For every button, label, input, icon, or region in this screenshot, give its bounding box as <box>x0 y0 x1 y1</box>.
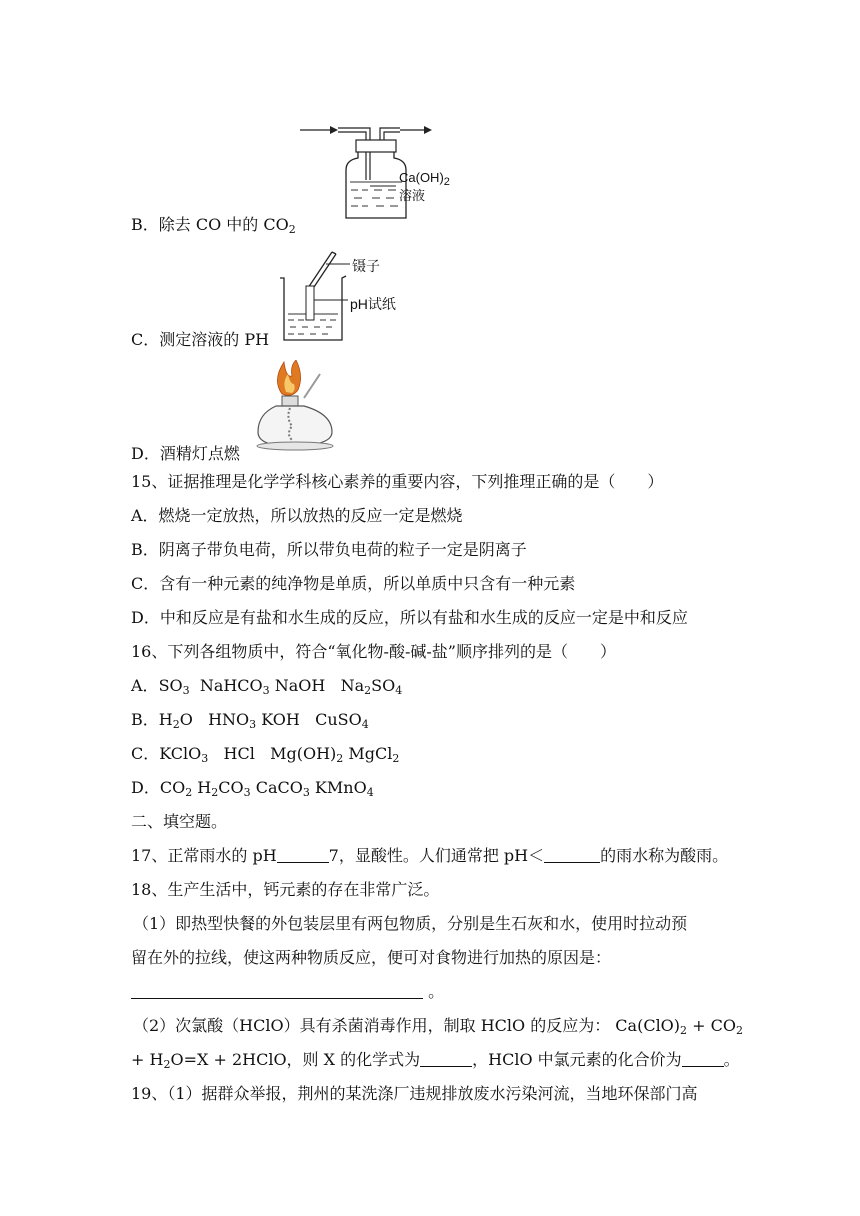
q15-option-b: B．阴离子带负电荷，所以带负电荷的粒子一定是阴离子 <box>131 540 527 559</box>
solution-label: 溶液 <box>399 188 426 203</box>
q16-option-c: C．KClO$_3$ HCl $Mg(OH)_2$ MgCl$_2$ <box>131 744 400 765</box>
caoh2-label: $Ca(OH)_2$ <box>399 170 450 188</box>
q18-stem: 18、生产生活中，钙元素的存在非常广泛。 <box>131 880 440 899</box>
q18-part2-line2: + $H_2O=X$ + 2HClO，则 X 的化学式为 ，HClO 中氯元素的化合价为 。 <box>131 1050 740 1071</box>
q15-option-a: A．燃烧一定放热，所以放热的反应一定是燃烧 <box>131 506 463 525</box>
q15-option-c: C．含有一种元素的纯净物是单质，所以单质中只含有一种元素 <box>131 574 576 593</box>
q17-blank-2[interactable] <box>544 848 600 863</box>
option-c-text: C．测定溶液的 PH <box>131 330 270 349</box>
alcohol-lamp-figure <box>256 360 346 452</box>
option-b-text: B．除去 CO 中的 $CO_2$ <box>131 215 296 236</box>
q18-answer-blank[interactable] <box>131 984 423 999</box>
q18-part1-line2: 留在外的拉线，使这两种物质反应，便可对食物进行加热的原因是： <box>131 948 612 967</box>
q16-option-a: A．$SO_3$ NaHCO$_3$ NaOH $Na_2SO_4$ <box>131 676 403 697</box>
tweezers-label: 镊子 <box>352 258 380 274</box>
q17-blank-1[interactable] <box>277 848 329 863</box>
q16-option-b: B．$H_2O$ $HNO_3$ KOH CuSO$_4$ <box>131 710 369 731</box>
q17-text: 17、正常雨水的 pH 7，显酸性。人们通常把 pH＜ 的雨水称为酸雨。 <box>131 846 729 865</box>
q15-option-d: D．中和反应是有盐和水生成的反应，所以有盐和水生成的反应一定是中和反应 <box>131 608 688 627</box>
q18-part1-line1: （1）即热型快餐的外包装层里有两包物质，分别是生石灰和水，使用时拉动预 <box>133 914 688 933</box>
q16-option-d: D．$CO_2$ $H_2CO_3$ CaCO$_3$ KMnO$_4$ <box>131 778 374 799</box>
q16-stem: 16、下列各组物质中，符合“氧化物-酸-碱-盐”顺序排列的是（ ） <box>131 642 616 661</box>
q18-part1-answer: 。 <box>131 982 444 1002</box>
q18-valence-blank[interactable] <box>682 1052 724 1067</box>
ph-paper-label: pH试纸 <box>350 296 396 312</box>
q19-line1: 19、（1）据群众举报，荆州的某洗涤厂违规排放废水污染河流，当地环保部门高 <box>131 1084 698 1103</box>
q18-formula-blank[interactable] <box>420 1052 472 1067</box>
section-heading: 二、填空题。 <box>131 812 228 831</box>
q15-stem: 15、证据推理是化学学科核心素养的重要内容，下列推理正确的是（ ） <box>131 472 664 491</box>
q18-part2-line1: （2）次氯酸（HClO）具有杀菌消毒作用，制取 HClO 的反应为： $Ca(ClO)_2 + CO_2$ <box>133 1016 743 1037</box>
option-d-text: D．酒精灯点燃 <box>131 444 240 463</box>
